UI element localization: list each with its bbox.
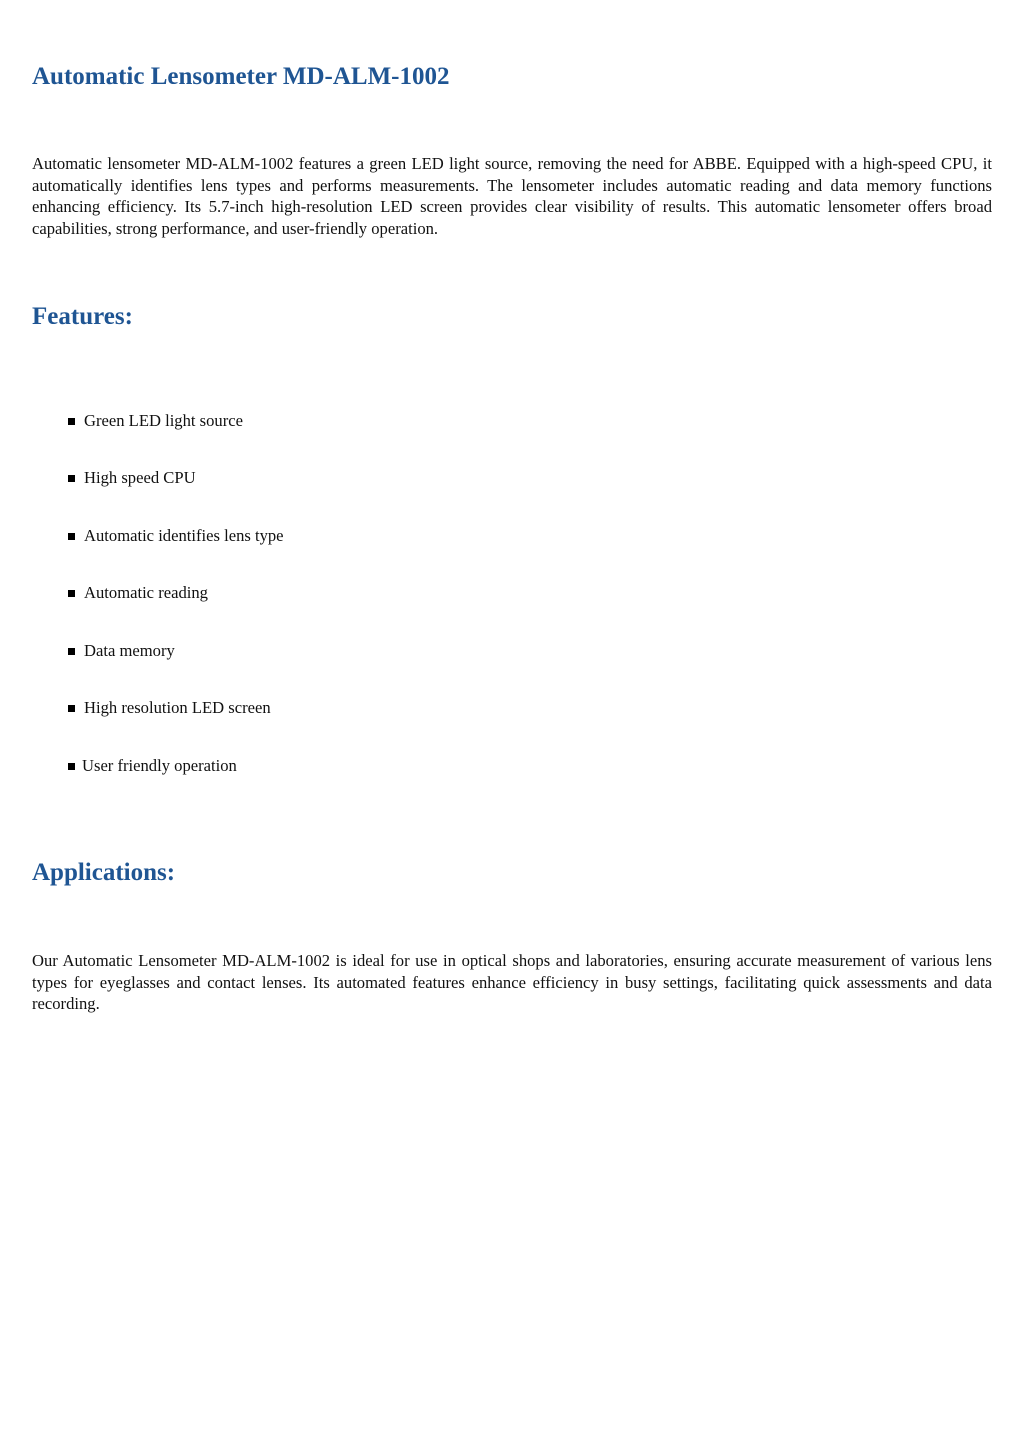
- feature-label: Automatic reading: [84, 583, 208, 602]
- square-bullet-icon: [68, 475, 75, 482]
- feature-item: [68, 525, 284, 547]
- feature-label: High speed CPU: [84, 468, 196, 487]
- page-title: Automatic Lensometer MD-ALM-1002: [32, 63, 450, 90]
- feature-label: Automatic identifies lens type: [84, 526, 284, 545]
- feature-item: [68, 640, 175, 662]
- applications-paragraph: Our Automatic Lensometer MD-ALM-1002 is ideal for use in optical shops and laboratories, ensuring accurate measurement of various lens types for eyeglasses and contact lenses. Its automated features enhance efficiency in busy settings, facilitating quick assessments and data recording.: [32, 951, 992, 1013]
- feature-item: [68, 755, 237, 777]
- intro-paragraph: Automatic lensometer MD-ALM-1002 features a green LED light source, removing the need for ABBE. Equipped with a high-speed CPU, it automatically identifies lens types and performs measurements. The lensometer includes automatic reading and data memory functions enhancing efficiency. Its 5.7-inch high-resolution LED screen provides clear visibility of results. This automatic lensometer offers broad capabilities, strong performance, and user-friendly operation.: [32, 154, 992, 238]
- square-bullet-icon: [68, 533, 75, 540]
- feature-item: [68, 582, 208, 604]
- square-bullet-icon: [68, 418, 75, 425]
- applications-heading: Applications:: [32, 859, 176, 886]
- feature-item: [68, 410, 243, 432]
- square-bullet-icon: [68, 705, 75, 712]
- square-bullet-icon: [68, 763, 75, 770]
- square-bullet-icon: [68, 648, 75, 655]
- features-heading: Features:: [32, 303, 133, 330]
- feature-label: Green LED light source: [84, 411, 243, 430]
- feature-label: User friendly operation: [82, 756, 237, 775]
- feature-label: High resolution LED screen: [84, 698, 271, 717]
- feature-label: Data memory: [84, 641, 175, 660]
- feature-item: [68, 467, 196, 489]
- square-bullet-icon: [68, 590, 75, 597]
- feature-item: [68, 697, 271, 719]
